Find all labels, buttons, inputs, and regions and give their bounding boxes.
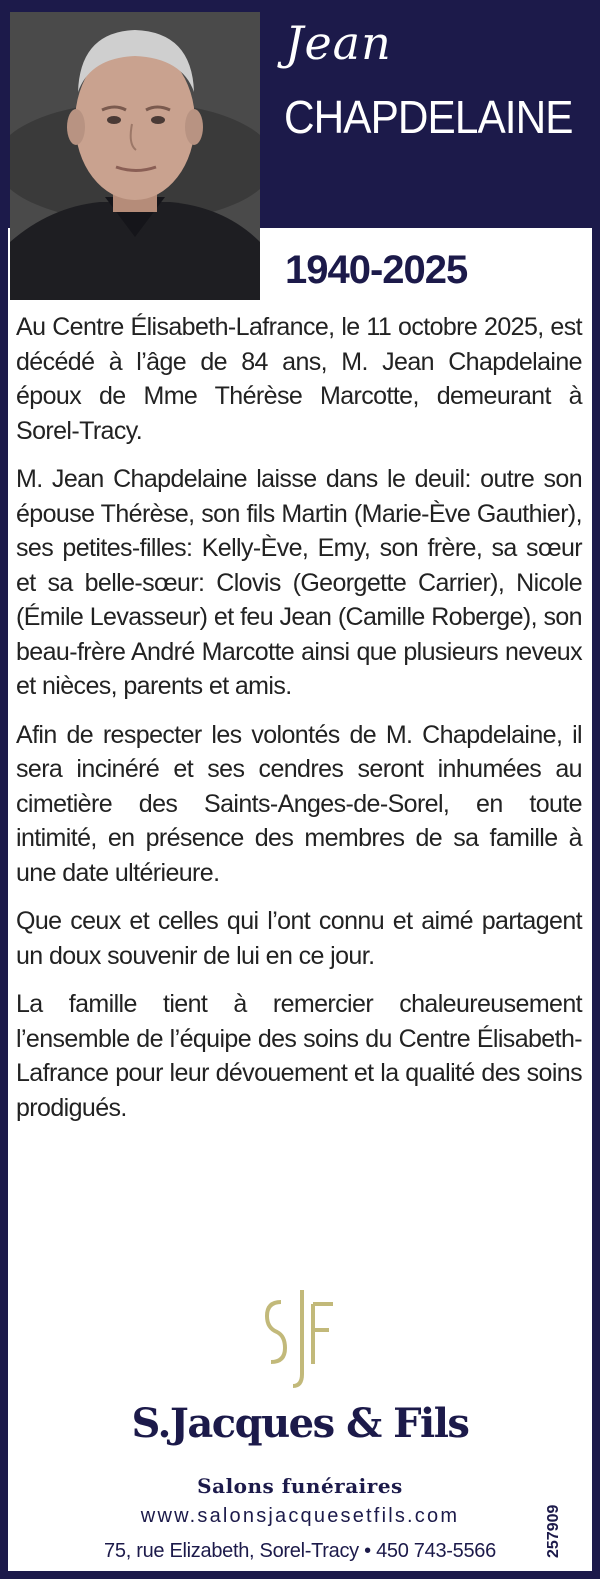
last-name: CHAPDELAINE [284, 91, 573, 143]
paragraph-remembrance: Que ceux et celles qui l’ont connu et aimé partagent un doux souvenir de lui en ce jour. [16, 907, 582, 970]
first-name: Jean [285, 16, 392, 70]
paragraph-thanks: La famille tient à remercier chaleureusement l’ensemble de l’équipe des soins du Centre Élisabeth-Lafrance pour leur dévouement et la qualité des soins prodigués. [16, 990, 582, 1122]
paragraph-survivors: M. Jean Chapdelaine laisse dans le deuil: outre son épouse Thérèse, son fils Martin (Marie-Ève Gauthier), ses petites-filles: Kelly-Ève, Emy, son frère, sa sœur et sa belle-sœur: Clovis (Georgette Carrier), Nicole (Émile Levasseur) et feu Jean (Camille Roberge), son beau-frère André Marcotte ainsi que plusieurs neveux et nièces, parents et amis. [16, 465, 582, 700]
reference-number: 257909 [545, 1504, 562, 1558]
portrait-photo [10, 12, 260, 300]
funeral-home-subtitle: Salons funéraires [197, 1474, 403, 1498]
paragraph-arrangements: Afin de respecter les volontés de M. Chapdelaine, il sera incinéré et ses cendres seront inhumées au cimetière des Saints-Anges-de-Sorel, en toute intimité, en présence des membres de sa famille à une date ultérieure. [16, 720, 582, 887]
paragraph-death-notice: Au Centre Élisabeth-Lafrance, le 11 octobre 2025, est décédé à l’âge de 84 ans, M. Jean Chapdelaine époux de Mme Thérèse Marcotte, demeurant à Sorel-Tracy. [16, 313, 582, 445]
life-years: 1940-2025 [285, 248, 468, 292]
obituary-text [16, 310, 582, 1139]
funeral-home-logo-icon [255, 1282, 345, 1392]
funeral-home-website[interactable]: www.salonsjacquesetfils.com [140, 1505, 460, 1527]
funeral-home-name: S.Jacques & Fils [131, 1400, 469, 1447]
funeral-home-address: 75, rue Elizabeth, Sorel-Tracy • 450 743-5566 [104, 1540, 496, 1562]
